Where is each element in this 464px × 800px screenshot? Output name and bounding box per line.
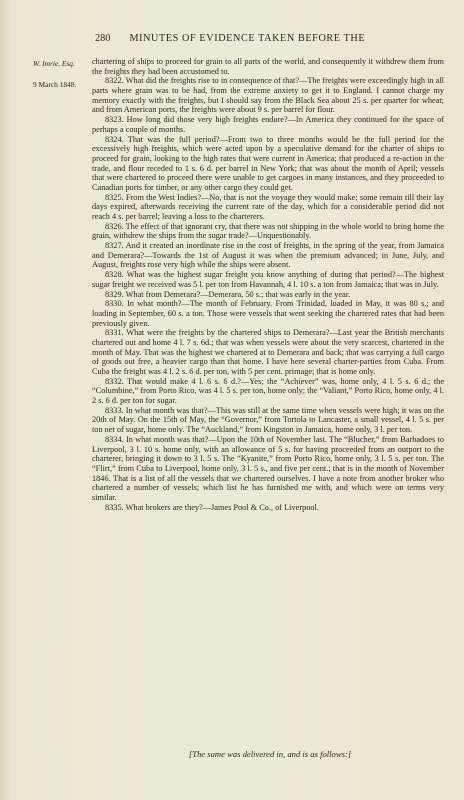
witness-name: W. Imrie, Esq.: [33, 59, 75, 68]
paragraph: 8332. That would make 4 l. 6 s. 6 d.?—Yes; the “Achiever” was, home only, 4 l. 5 s. 6 d.; the “Columbine,” from Porto Rico, was 4 l. 5 s. per ton, home only; the “Valiant,” Porto Rico, home only, 4 l. 2 s. 6 d. per ton for sugar.: [92, 376, 444, 406]
paragraph: chartering of ships to proceed for grain to all parts of the world, and consequently it withdrew them from the freights they had been accustomed to.: [92, 57, 444, 76]
closing-note: [The same was delivered in, and is as follows:]: [188, 749, 352, 759]
paragraph: 8329. What from Demerara?—Demerara, 50 s.; that was early in the year.: [105, 289, 351, 299]
paragraph: 8331. What were the freights by the chartered ships to Demerara?—Last year the British merchants chartered out and home 4 l. 7 s. 6d.; that was when vessels were about the very scarcest, chartered in the month of May. That was the highest we chartered at to Demerara and back; that was carrying a full cargo of goods out free, a heavier cargo than that home. I have here several charter-parties from Cuba. From Cuba the freight was 4 l. 2 s. 6 d. per ton, with 5 per cent. primage; that is home only.: [92, 328, 444, 376]
paragraph: 8324. That was the full period?—From two to three months would be the full period for the excessively high freights, which were acted upon by a speculative demand for the charter of ships to proceed for grain, looking to the high rates that were current in America; that produced a re-action in the trade, and flour receded to 1 s. 6 d. per barrel in New York; that was about the month of April; vessels that were chartered to proceed there were unable to get cargoes in many instances, and they proceeded to Canadian ports for timber, or any other cargo they could get.: [92, 134, 444, 192]
paragraph: 8322. What did the freights rise to in consequence of that?—The freights were exceedingly high in all parts where grain was to be had, from the extreme anxiety to get it to England. I cannot charge my memory exactly with the freights, but I should say from the Black Sea about 25 s. per quarter for wheat; and from American ports, the freights were about 9 s. per barrel for flour.: [92, 76, 444, 115]
running-title: MINUTES OF EVIDENCE TAKEN BEFORE THE: [129, 33, 366, 44]
paragraph: 8326. The effect of that ignorant cry, that there was not shipping in the whole world to bring home the grain, withdrew the ships from the sugar trade?—Unquestionably.: [92, 221, 444, 241]
page-number: 280: [95, 33, 111, 44]
running-header: [95, 33, 440, 44]
paragraph: 8328. What was the highest sugar freight you know anything of during that period?—The highest sugar freight we received was 5 l. per ton from Havannah, 4 l. 10 s. a ton from Jamaica; that was in July.: [92, 270, 444, 289]
margin-notes: [33, 59, 95, 89]
paragraph: 8330. In what month?—The month of February. From Trinidad, loaded in May, it was 80 s.; and loading in September, 60 s. a ton. Those were vessels that went seeking the chartered rates that had been previously given.: [92, 299, 444, 328]
paragraph: 8325. From the West Indies?—No, that is not the voyage they would make; some remain till their lay days expired, afterwards receiving the current rate of the day, which for a considerable period did not reach 4 s. per barrel; leaving a loss to the charterers.: [92, 192, 444, 221]
paragraph: 8323. How long did those very high freights endure?—In America they continued for the space of perhaps a couple of months.: [92, 115, 444, 134]
paragraph: 8334. In what month was that?—Upon the 10th of November last. The “Blucher,” from Barbadoes to Liverpool, 3 l. 10 s. home only, with an allowance of 5 s. for having proceeded from an outport to the charterer, bringing it down to 3 l. 5 s. The “Kyanite,” from Porto Rico, home only, 3 l. 5 s. per ton. The “Flirt,” from Cuba to Liverpool, home only, 3 l. 5 s., and five per cent.; that is in the month of November 1846. That is a list of all the vessels that we chartered ourselves. I have a note from another broker who chartered a number of vessels; which list he has furnished me with, and which were on terms very similar.: [92, 434, 444, 502]
paragraph: 8327. And it created an inordinate rise in the cost of freights, in the spring of the year, from Jamaica and Demerara?—Towards the 1st of August it was when the premium advanced; in June, July, and August, freights rose very high while the ships were absent.: [92, 241, 444, 270]
evidence-body: [92, 57, 444, 512]
paragraph: 8335. What brokers are they?—James Pool & Co., of Liverpool.: [105, 502, 319, 512]
paragraph: 8333. In what month was that?—This was still at the same time when vessels were high; it was on the 20th of May. On the 15th of May, the “Governor,” from Tortola to Lancaster, a small vessel, 4 l. 5 s. per ton net of sugar, home only. The “Auckland,” from Kingston in Jamaica, home only, 3 l. per ton.: [92, 405, 444, 435]
evidence-date: 9 March 1848.: [33, 80, 77, 90]
